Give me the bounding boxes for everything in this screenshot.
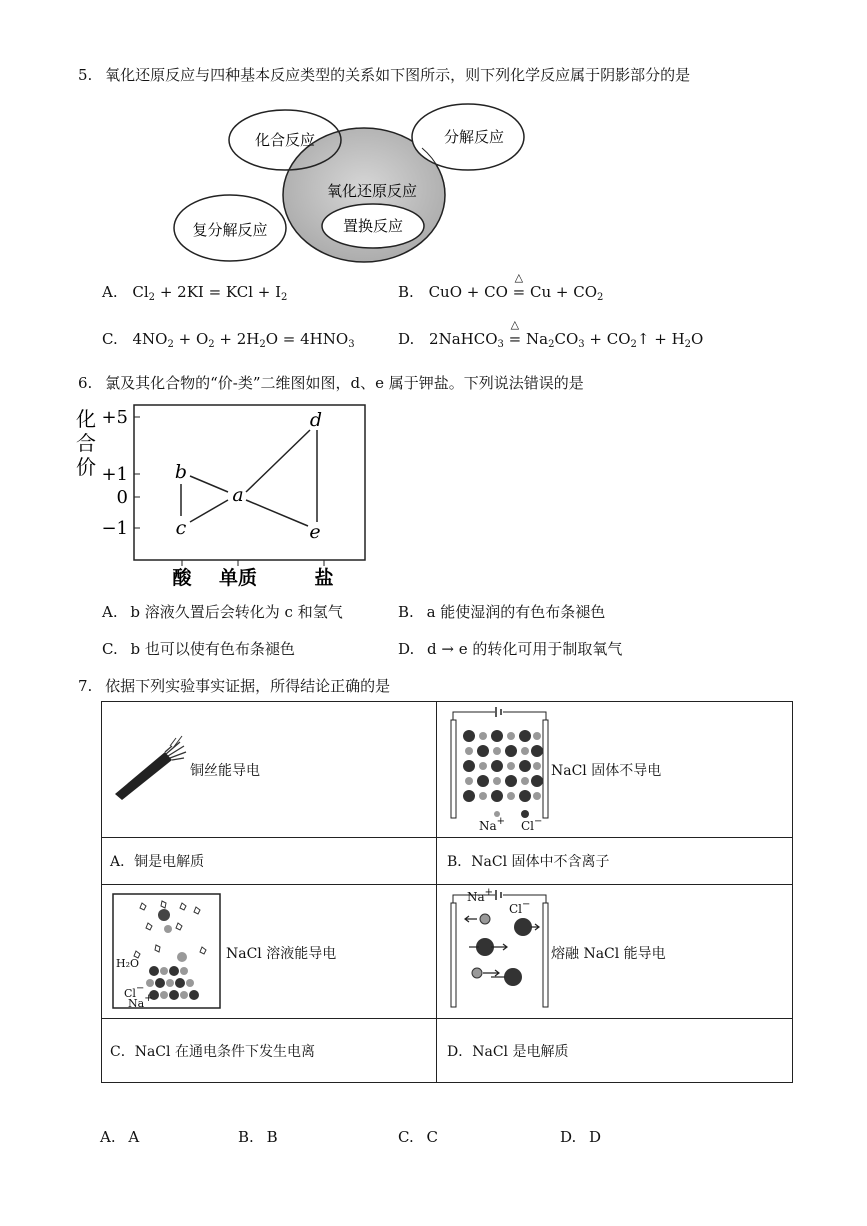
q6-number: 6. <box>78 374 93 392</box>
molten-nacl-diagram <box>447 889 552 1014</box>
q5-option-b-letter: B. <box>398 283 414 301</box>
xtick-salt: 盐 <box>314 567 334 589</box>
ylabel-1: 化 <box>76 407 96 431</box>
cell-option-b[interactable] <box>437 838 793 885</box>
ylabel-2: 合 <box>76 431 96 455</box>
ylabel-3: 价 <box>76 455 96 479</box>
nacl-solution-text: NaCl 溶液能导电 <box>226 946 337 963</box>
q6-option-b[interactable] <box>398 601 605 622</box>
copper-wire-text: 铜丝能导电 <box>190 763 260 779</box>
q7-answer-b-text: B <box>266 1128 278 1146</box>
q7-stem <box>78 675 390 696</box>
nacl-solution-h2o-label: H₂O <box>116 957 140 971</box>
option-d-text: D．NaCl 是电解质 <box>447 1043 569 1060</box>
label-double-decomposition: 复分解反应 <box>192 221 268 239</box>
q6-option-d-letter: D. <box>398 640 415 658</box>
nacl-solid-na-label: Na+ <box>479 816 506 833</box>
cell-option-a[interactable] <box>102 838 437 885</box>
q5-venn-diagram <box>160 100 560 270</box>
ytick-0: 0 <box>116 487 128 508</box>
chart-frame <box>134 405 365 560</box>
q7-answer-a-text: A <box>128 1128 140 1146</box>
q6-option-d-text: d → e 的转化可用于制取氧气 <box>427 640 623 658</box>
q6-option-d[interactable] <box>398 638 622 659</box>
label-decomposition: 分解反应 <box>443 128 505 146</box>
q5-option-d[interactable]: D. 2NaHCO$_3$ △ = $Na_2CO_3$ + $CO_2↑ + H_2O$ <box>398 318 704 350</box>
q7-answer-a-letter: A. <box>100 1128 116 1146</box>
q5-option-a[interactable]: A. $Cl_2 + 2KI$ = KCl + $I_2$ <box>102 283 288 303</box>
q6-valence-class-chart <box>70 400 380 590</box>
ytick-plus5: +5 <box>101 407 128 428</box>
cell-option-d[interactable] <box>437 1018 793 1082</box>
q5-number: 5. <box>78 66 93 84</box>
q7-answer-c-text: C <box>426 1128 438 1146</box>
q6-option-c-text: b 也可以使有色布条褪色 <box>130 640 295 658</box>
option-c-text: C．NaCl 在通电条件下发生电离 <box>110 1043 315 1060</box>
q6-option-a-letter: A. <box>102 603 118 621</box>
nacl-solid-cl-label: Cl− <box>521 816 543 833</box>
molten-nacl-cl-label: Cl− <box>509 899 531 917</box>
q5-option-b[interactable]: B. CuO + CO △ = $Cu + CO_2$ <box>398 271 604 303</box>
q7-answer-c[interactable] <box>398 1128 438 1146</box>
option-a-text: A．铜是电解质 <box>110 854 205 871</box>
nacl-solution-na-label: Na+ <box>128 993 153 1011</box>
point-b: b <box>174 461 188 483</box>
cell-copper-wire <box>102 702 437 838</box>
point-e: e <box>309 521 321 543</box>
q7-answer-d-letter: D. <box>560 1128 577 1146</box>
xtick-acid: 酸 <box>172 567 192 589</box>
q7-answer-a[interactable] <box>100 1128 139 1146</box>
xtick-element: 单质 <box>218 567 258 589</box>
molten-nacl-na-label: Na+ <box>467 887 494 905</box>
q7-answer-b[interactable] <box>238 1128 278 1146</box>
q6-option-a-text: b 溶液久置后会转化为 c 和氢气 <box>130 603 343 621</box>
point-a: a <box>232 484 244 506</box>
cell-nacl-solid <box>437 702 793 838</box>
nacl-solid-text: NaCl 固体不导电 <box>551 763 662 779</box>
q7-number: 7. <box>78 677 93 695</box>
q6-stem-text: 氯及其化合物的“价-类”二维图如图，d、e 属于钾盐。下列说法错误的是 <box>105 374 584 392</box>
ytick-plus1: +1 <box>101 464 128 485</box>
q7-answer-d[interactable] <box>560 1128 601 1146</box>
q5-stem-text: 氧化还原反应与四种基本反应类型的关系如下图所示，则下列化学反应属于阴影部分的是 <box>105 66 691 84</box>
label-redox: 氧化还原反应 <box>326 182 418 200</box>
q6-option-b-letter: B. <box>398 603 414 621</box>
q7-answer-c-letter: C. <box>398 1128 414 1146</box>
q7-answer-d-text: D <box>589 1128 602 1146</box>
point-d: d <box>309 409 323 431</box>
label-combination: 化合反应 <box>254 131 316 149</box>
q5-option-c[interactable]: C. $4NO_2 + O_2 + 2H_2O = 4HNO_3$ <box>102 330 355 350</box>
q6-option-c[interactable] <box>102 638 295 659</box>
cell-molten-nacl <box>437 885 793 1018</box>
q6-option-a[interactable] <box>102 601 343 622</box>
molten-nacl-text: 熔融 NaCl 能导电 <box>551 946 666 963</box>
option-b-text: B．NaCl 固体中不含离子 <box>447 854 610 871</box>
q6-option-c-letter: C. <box>102 640 118 658</box>
q7-evidence-table <box>101 701 793 1083</box>
q7-answer-b-letter: B. <box>238 1128 254 1146</box>
q5-option-c-letter: C. <box>102 330 118 348</box>
ytick-minus1: −1 <box>101 518 128 539</box>
q6-stem <box>78 372 584 393</box>
cell-nacl-solution <box>102 885 437 1018</box>
q7-stem-text: 依据下列实验事实证据，所得结论正确的是 <box>105 677 391 695</box>
nacl-solution-cl-label: Cl− <box>124 983 145 1001</box>
q5-option-d-letter: D. <box>398 330 415 348</box>
q6-option-b-text: a 能使湿润的有色布条褪色 <box>426 603 606 621</box>
point-c: c <box>175 517 187 539</box>
q5-option-a-letter: A. <box>102 283 118 301</box>
copper-wire-icon <box>110 732 190 802</box>
label-displacement: 置换反应 <box>342 217 404 235</box>
cell-option-c[interactable] <box>102 1018 437 1082</box>
q5-stem <box>78 64 690 85</box>
